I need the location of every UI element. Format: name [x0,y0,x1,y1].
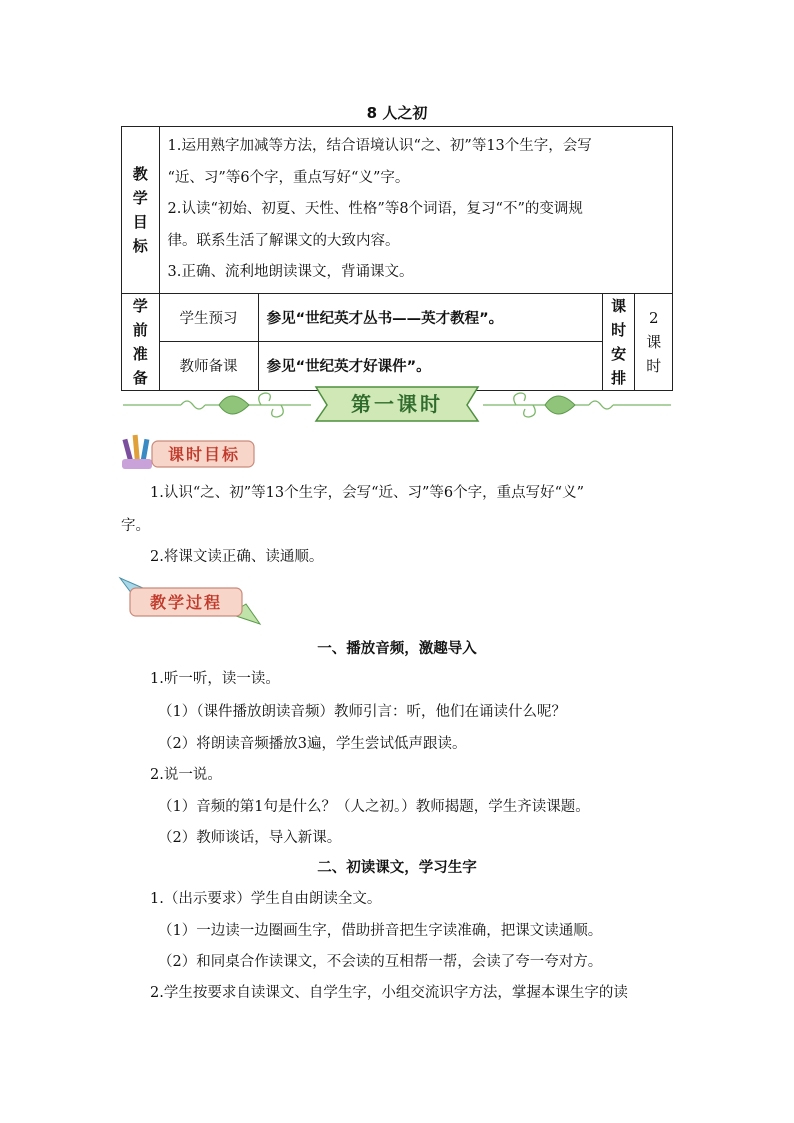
schedule-value: 2 课 时 [635,293,673,390]
lesson-title: 8 人之初 [366,104,428,122]
student-prep-label: 学生预习 [159,293,258,342]
student-prep-value: 参见“世纪英才丛书——英才教程”。 [258,293,602,342]
process-line: 1.听一听，读一读。 [150,671,280,687]
lesson-goal-1-cont: 字。 [121,518,150,534]
process-line: （1）一边读一边圈画生字，借助拼音把生字读准确，把课文读通顺。 [158,923,603,939]
tag-lesson-goals-label: 课时目标 [167,445,241,464]
process-line: 1.（出示要求）学生自由朗读全文。 [150,891,382,907]
prep-label: 学 前 准 备 [122,293,160,390]
goal-item-cont: 律。联系生活了解课文的大致内容。 [167,232,400,249]
lesson-goal-1: 1.认识“之、初”等13个生字，会写“近、习”等6个字，重点写好“义” [150,485,584,501]
schedule-label: 课 时 安 排 [602,293,635,390]
teacher-prep-label: 教师备课 [159,342,258,391]
goal-item: 3.正确、流利地朗读课文，背诵课文。 [167,264,414,280]
process-line: （2）教师谈话，导入新课。 [158,830,342,846]
right-vine-ornament [483,393,671,417]
leaf-icon [545,396,575,414]
goals-label: 教 学 目 标 [122,127,160,294]
lesson-plan-table [121,126,673,391]
teacher-prep-value: 参见“世纪英才好课件”。 [258,342,602,391]
left-vine-ornament [123,393,311,417]
process-line: 2.说一说。 [150,767,222,783]
section-banner [121,383,673,423]
process-line: （2）和同桌合作读课文，不会读的互相帮一帮，会读了夸一夸对方。 [158,954,603,970]
goals-row [122,127,673,294]
brushes-icon [122,435,152,469]
tag-teaching-process [118,574,263,626]
goals-content [159,127,673,294]
goal-item: 1.运用熟字加减等方法，结合语境认识“之、初”等13个生字，会写 [167,138,592,154]
process-line: （1）（课件播放朗读音频）教师引言：听，他们在诵读什么呢？ [158,704,566,720]
process-heading-2: 二、初读课文，学习生字 [317,860,477,876]
leaf-icon [219,396,249,414]
tag-teaching-process-label: 教学过程 [149,593,223,612]
tag-lesson-goals [118,433,258,471]
banner-title: 第一课时 [351,392,443,416]
goal-item: 2.认读“初始、初夏、天性、性格”等8个词语，复习“不”的变调规 [167,201,583,217]
process-heading-1: 一、播放音频，激趣导入 [317,641,477,657]
goal-item-cont: “近、习”等6个字，重点写好“义”字。 [167,169,410,186]
process-line: 2.学生按要求自读课文、自学生字，小组交流识字方法，掌握本课生字的读 [150,985,628,1001]
student-prep-row [122,293,673,342]
lesson-goal-2: 2.将课文读正确、读通顺。 [150,549,324,565]
process-line: （1）音频的第1句是什么？（人之初。）教师揭题，学生齐读课题。 [158,799,590,815]
process-line: （2）将朗读音频播放3遍，学生尝试低声跟读。 [158,736,467,752]
